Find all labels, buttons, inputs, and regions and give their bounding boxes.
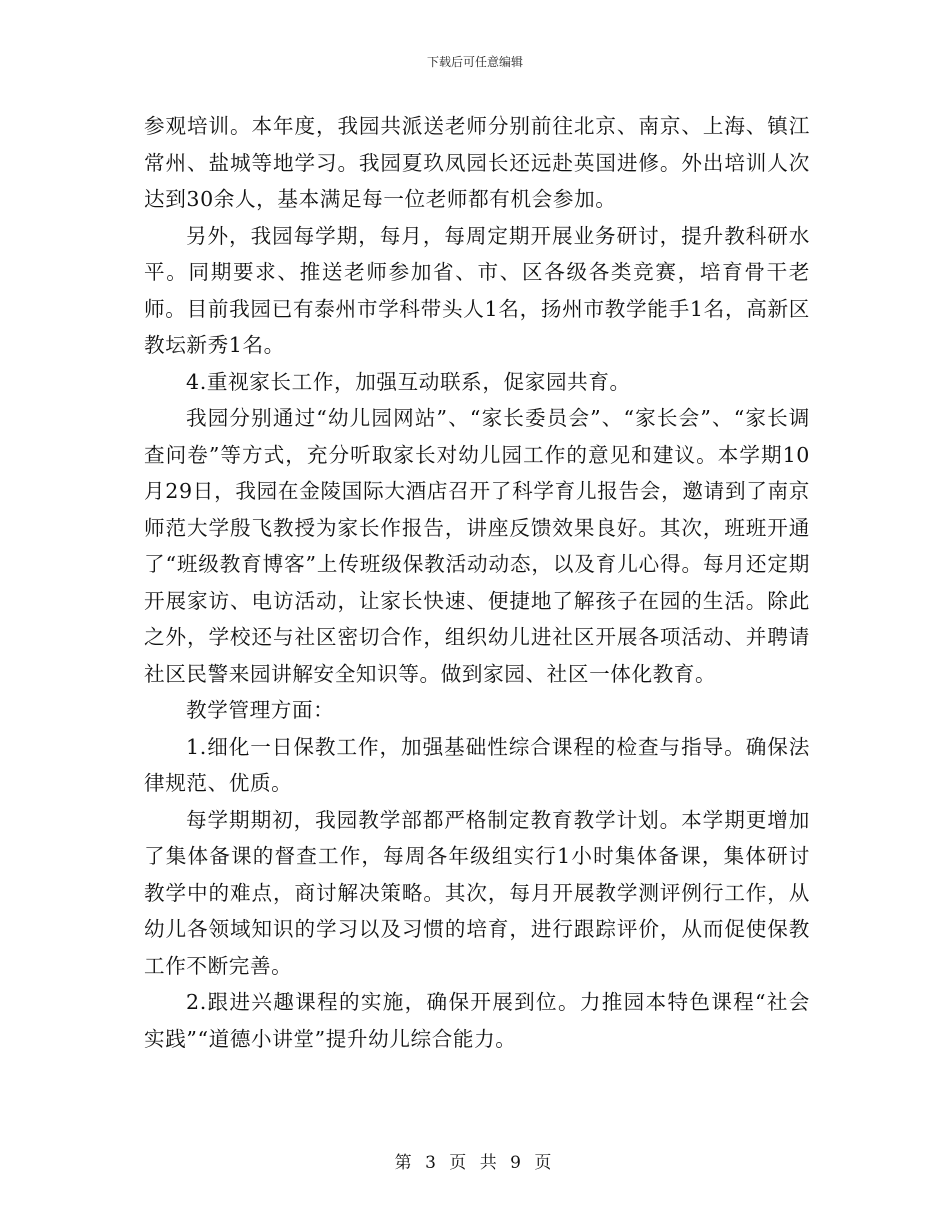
paragraph-parent-communication: 我园分别通过“幼儿园网站”、“家长委员会”、“家长会”、“家长调查问卷”等方式，充分听取家长对幼儿园工作的意见和建议。本学期10月29日，我园在金陵国际大酒店召开了科学育儿报告会，邀请到了南京师范大学殷飞教授为家长作报告，讲座反馈效果良好。其次，班班开通了“班级教育博客”上传班级保教活动动态，以及育儿心得。每月还定期开展家访、电访活动，让家长快速、便捷地了解孩子在园的生活。除此之外，学校还与社区密切合作，组织幼儿进社区开展各项活动、并聘请社区民警来园讲解安全知识等。做到家园、社区一体化教育。 xyxy=(144,406,810,686)
paragraph-training: 参观培训。本年度，我园共派送老师分别前往北京、南京、上海、镇江常州、盐城等地学习。我园夏玖凤园长还远赴英国进修。外出培训人次达到30余人，基本满足每一位老师都有机会参加。 xyxy=(144,114,810,211)
paragraph-teaching-plan: 每学期期初，我园教学部都严格制定教育教学计划。本学期更增加了集体备课的督查工作，每周各年级组实行1小时集体备课，集体研讨教学中的难点，商讨解决策略。其次，每月开展教学测评例行工作，从幼儿各领域知识的学习以及习惯的培育，进行跟踪评价，从而促使保教工作不断完善。 xyxy=(144,807,810,978)
page-number-footer: 第 3 页 共 9 页 xyxy=(394,1153,556,1173)
section-heading-teaching-management: 教学管理方面： xyxy=(186,698,335,722)
document-body xyxy=(144,108,810,1057)
page-header: 下载后可任意编辑 xyxy=(426,55,523,69)
section-heading-daily-care: 1.细化一日保教工作，加强基础性综合课程的检查与指导。确保法律规范、优质。 xyxy=(144,734,810,795)
section-heading-interest-courses: 2.跟进兴趣课程的实施，确保开展到位。力推园本特色课程“社会实践”“道德小讲堂”提升幼儿综合能力。 xyxy=(144,990,810,1051)
paragraph-research: 另外，我园每学期，每月，每周定期开展业务研讨，提升教科研水平。同期要求、推送老师参加省、市、区各级各类竞赛，培育骨干老师。目前我园已有泰州市学科带头人1名，扬州市教学能手1名，高新区教坛新秀1名。 xyxy=(144,223,810,357)
section-heading-parent-work: 4.重视家长工作，加强互动联系，促家园共育。 xyxy=(186,369,631,394)
